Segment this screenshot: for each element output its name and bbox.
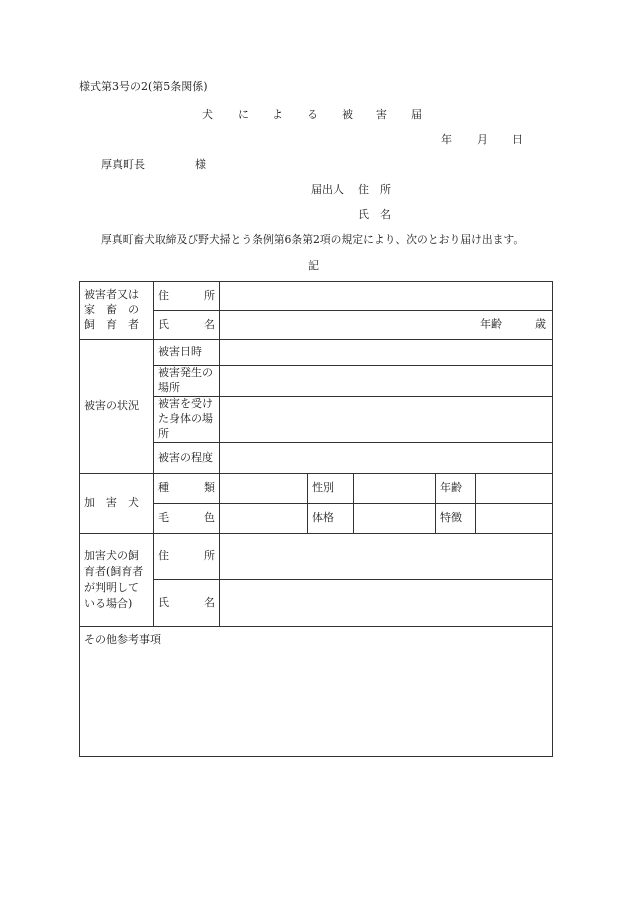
label-char: 種: [158, 481, 169, 495]
victim-address-label: [154, 282, 220, 311]
dog-label: 加 害 犬: [80, 474, 154, 534]
damage-severity-label: 被害の程度: [154, 443, 220, 474]
damage-place-field[interactable]: [220, 366, 553, 397]
label-char: 類: [204, 481, 215, 495]
damage-datetime-label: 被害日時: [154, 340, 220, 366]
damage-place-label: 被害発生の場所: [154, 366, 220, 397]
damage-body-part-field[interactable]: [220, 397, 553, 443]
label-char: 色: [204, 511, 215, 525]
victim-address-field[interactable]: [220, 282, 553, 311]
statement: 厚真町畜犬取締及び野犬掃とう条例第6条第2項の規定により、次のとおり届け出ます。: [101, 233, 525, 246]
applicant-label: 届出人: [311, 183, 344, 196]
report-table: [79, 281, 553, 757]
addressee-suffix: 様: [195, 158, 206, 171]
label-char: 名: [204, 317, 215, 331]
damage-body-part-label: 被害を受けた身体の場所: [154, 397, 220, 443]
owner-name-field[interactable]: [220, 580, 553, 627]
addressee: 厚真町長: [101, 158, 145, 171]
label-char: 住: [158, 549, 169, 563]
label-char: 所: [204, 288, 215, 302]
victim-label-line: 被害者又は: [84, 288, 139, 302]
label-char: 氏: [158, 317, 169, 331]
title-char: 犬: [202, 108, 213, 121]
owner-address-label: [154, 534, 220, 580]
dog-age-field[interactable]: [476, 474, 553, 504]
dog-build-field[interactable]: [354, 504, 436, 534]
victim-label-line: 家 畜 の: [84, 303, 139, 317]
victim-age-label: 年齢 歳: [480, 317, 547, 331]
title-char: 届: [411, 108, 422, 121]
dog-feature-field[interactable]: [476, 504, 553, 534]
owner-address-field[interactable]: [220, 534, 553, 580]
title-char: よ: [272, 108, 283, 121]
victim-name-label: [154, 311, 220, 340]
label-char: 名: [204, 595, 215, 609]
form-number: 様式第3号の2(第5条関係): [79, 80, 208, 93]
damage-datetime-field[interactable]: [220, 340, 553, 366]
dog-color-field[interactable]: [220, 504, 308, 534]
notes-field[interactable]: [80, 627, 553, 757]
owner-name-label: [154, 580, 220, 627]
damage-severity-field[interactable]: [220, 443, 553, 474]
ki-heading: 記: [308, 259, 319, 272]
applicant-address-label: 住 所: [358, 183, 391, 196]
dog-build-label: 体格: [308, 504, 354, 534]
victim-label: [80, 282, 154, 340]
title-char: 被: [342, 108, 353, 121]
dog-color-label: [154, 504, 220, 534]
damage-label: 被害の状況: [80, 340, 154, 474]
label-char: 氏: [158, 595, 169, 609]
dog-feature-label: 特徴: [436, 504, 476, 534]
date-day: 日: [512, 133, 523, 146]
label-char: 毛: [158, 511, 169, 525]
applicant-name-label: 氏 名: [358, 208, 391, 221]
dog-sex-field[interactable]: [354, 474, 436, 504]
dog-kind-label: [154, 474, 220, 504]
label-char: 所: [204, 549, 215, 563]
date-month: 月: [477, 133, 488, 146]
notes-label: その他参考事項: [84, 633, 161, 646]
label-char: 住: [158, 288, 169, 302]
victim-name-field[interactable]: [220, 311, 553, 340]
dog-age-label: 年齢: [436, 474, 476, 504]
title-char: 害: [376, 108, 387, 121]
dog-kind-field[interactable]: [220, 474, 308, 504]
date-year: 年: [441, 133, 452, 146]
title-char: に: [238, 108, 249, 121]
title-char: る: [307, 108, 318, 121]
owner-label: 加害犬の飼育者(飼育者が判明している場合): [80, 534, 154, 627]
victim-label-line: 飼 育 者: [84, 317, 139, 331]
dog-sex-label: 性別: [308, 474, 354, 504]
